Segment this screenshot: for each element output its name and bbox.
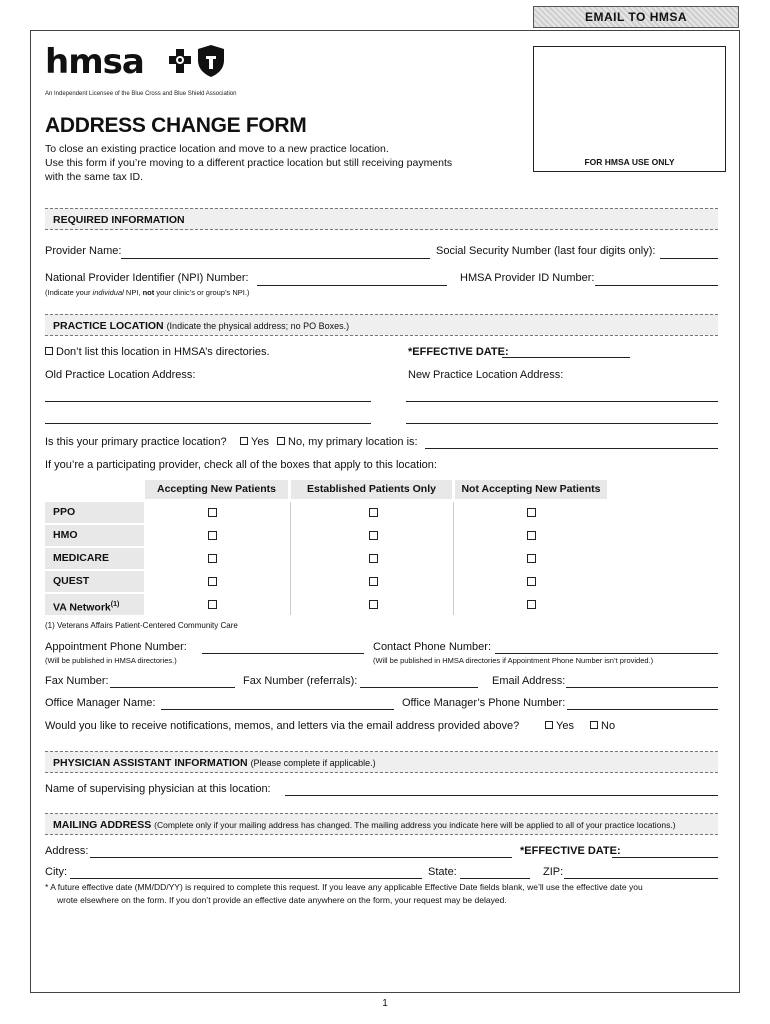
row-label: HMO: [45, 525, 144, 546]
row-label: MEDICARE: [45, 548, 144, 569]
supervising-physician-field[interactable]: [285, 795, 718, 796]
quest-established-checkbox[interactable]: [369, 577, 378, 586]
ppo-accepting-checkbox[interactable]: [208, 508, 217, 517]
office-manager-phone-label: Office Manager’s Phone Number:: [402, 697, 566, 709]
intro-line-2: Use this form if you’re moving to a different practice location but still receiving payments: [45, 157, 453, 169]
dont-list-option[interactable]: Don’t list this location in HMSA’s directories.: [45, 346, 270, 358]
fax-referrals-label: Fax Number (referrals):: [243, 675, 358, 687]
primary-yes-option[interactable]: Yes: [240, 436, 269, 448]
blue-cross-logo-icon: [168, 48, 192, 74]
contact-phone-note: (Will be published in HMSA directories if Appointment Phone Number isn’t provided.): [373, 656, 654, 665]
supervising-physician-label: Name of supervising physician at this location:: [45, 783, 271, 795]
email-label: Email Address:: [492, 675, 566, 687]
table-header-established: Established Patients Only: [291, 480, 452, 499]
appointment-phone-note: (Will be published in HMSA directories.): [45, 656, 177, 665]
npi-note: (Indicate your individual NPI, not your clinic’s or group’s NPI.): [45, 288, 250, 297]
ssn-label: Social Security Number (last four digits only):: [436, 245, 656, 257]
mailing-effective-date-field[interactable]: [612, 857, 718, 858]
provider-name-field[interactable]: [121, 258, 430, 259]
row-label: PPO: [45, 502, 144, 523]
hmsa-use-only-label: FOR HMSA USE ONLY: [584, 157, 675, 167]
table-header-not-accepting: Not Accepting New Patients: [455, 480, 607, 499]
new-address-label: New Practice Location Address:: [408, 369, 564, 381]
table-footnote: (1) Veterans Affairs Patient-Centered Community Care: [45, 621, 238, 630]
email-field[interactable]: [566, 687, 718, 688]
row-label: VA Network$^{(1)}$: [45, 594, 144, 615]
effective-date-label: *EFFECTIVE DATE:: [408, 346, 509, 358]
quest-accepting-checkbox[interactable]: [208, 577, 217, 586]
section-title: PHYSICIAN ASSISTANT INFORMATION (Please complete if applicable.): [53, 757, 376, 769]
medicare-established-checkbox[interactable]: [369, 554, 378, 563]
primary-location-field[interactable]: [425, 448, 718, 449]
office-manager-phone-field[interactable]: [567, 709, 718, 710]
zip-label: ZIP:: [543, 866, 564, 878]
provider-name-label: Provider Name:: [45, 245, 122, 257]
notify-yes-checkbox[interactable]: [545, 721, 553, 729]
email-to-hmsa-button[interactable]: EMAIL TO HMSA: [533, 6, 739, 28]
table-row-ppo: [45, 502, 607, 523]
new-address-field-1[interactable]: [406, 401, 718, 402]
quest-not-accepting-checkbox[interactable]: [527, 577, 536, 586]
hmsa-use-only-box: [533, 46, 726, 172]
hmo-accepting-checkbox[interactable]: [208, 531, 217, 540]
ppo-established-checkbox[interactable]: [369, 508, 378, 517]
ppo-not-accepting-checkbox[interactable]: [527, 508, 536, 517]
old-address-field-2[interactable]: [45, 423, 371, 424]
city-field[interactable]: [70, 878, 422, 879]
row-label: QUEST: [45, 571, 144, 592]
section-title: PRACTICE LOCATION (Indicate the physical address; no PO Boxes.): [53, 320, 350, 332]
old-address-field-1[interactable]: [45, 401, 371, 402]
primary-location-question: Is this your primary practice location?: [45, 436, 227, 448]
table-header-accepting: Accepting New Patients: [145, 480, 288, 499]
section-title: MAILING ADDRESS (Complete only if your mailing address has changed. The mailing address you indicate here will be applied to all of your practice locations.): [53, 819, 676, 831]
fax-label: Fax Number:: [45, 675, 109, 687]
table-row-quest: [45, 571, 607, 592]
table-row-medicare: [45, 548, 607, 569]
blue-shield-logo-icon: [196, 44, 226, 78]
va-not-accepting-checkbox[interactable]: [527, 600, 536, 609]
effective-date-field[interactable]: [502, 357, 630, 358]
hmsa-logo: hmsa: [45, 42, 144, 82]
contact-phone-field[interactable]: [495, 653, 718, 654]
dont-list-checkbox[interactable]: [45, 347, 53, 355]
ssn-field[interactable]: [660, 258, 718, 259]
notify-no-checkbox[interactable]: [590, 721, 598, 729]
notify-no-option[interactable]: No: [590, 720, 615, 732]
zip-field[interactable]: [564, 878, 718, 879]
section-mailing-address: [45, 813, 718, 835]
city-label: City:: [45, 866, 67, 878]
participating-instruction: If you’re a participating provider, check all of the boxes that apply to this location:: [45, 459, 437, 471]
mailing-effective-date-label: *EFFECTIVE DATE:: [520, 845, 621, 857]
hmsa-provider-id-label: HMSA Provider ID Number:: [460, 272, 595, 284]
table-row-va-network: [45, 594, 607, 615]
old-address-label: Old Practice Location Address:: [45, 369, 196, 381]
intro-line-3: with the same tax ID.: [45, 171, 144, 183]
state-label: State:: [428, 866, 457, 878]
primary-yes-checkbox[interactable]: [240, 437, 248, 445]
notify-yes-option[interactable]: Yes: [545, 720, 574, 732]
va-established-checkbox[interactable]: [369, 600, 378, 609]
section-title: REQUIRED INFORMATION: [53, 214, 185, 226]
contact-phone-label: Contact Phone Number:: [373, 641, 492, 653]
new-address-field-2[interactable]: [406, 423, 718, 424]
medicare-accepting-checkbox[interactable]: [208, 554, 217, 563]
office-manager-field[interactable]: [161, 709, 394, 710]
appointment-phone-label: Appointment Phone Number:: [45, 641, 187, 653]
page-title: ADDRESS CHANGE FORM: [45, 114, 307, 137]
fax-referrals-field[interactable]: [360, 687, 478, 688]
primary-no-checkbox[interactable]: [277, 437, 285, 445]
fax-field[interactable]: [110, 687, 235, 688]
table-row-hmo: [45, 525, 607, 546]
va-accepting-checkbox[interactable]: [208, 600, 217, 609]
mailing-address-field[interactable]: [90, 857, 512, 858]
appointment-phone-field[interactable]: [202, 653, 364, 654]
medicare-not-accepting-checkbox[interactable]: [527, 554, 536, 563]
licensee-text: An Independent Licensee of the Blue Cross and Blue Shield Association: [45, 91, 237, 97]
section-practice-location: [45, 314, 718, 336]
hmo-established-checkbox[interactable]: [369, 531, 378, 540]
effective-date-footnote-1: * A future effective date (MM/DD/YY) is required to complete this request. If you leave any applicable Effective Date fields blank, we’ll use the effective date you: [45, 882, 643, 892]
hmsa-provider-id-field[interactable]: [595, 285, 718, 286]
npi-field[interactable]: [257, 285, 447, 286]
office-manager-label: Office Manager Name:: [45, 697, 156, 709]
mailing-address-label: Address:: [45, 845, 89, 857]
page-number: 1: [382, 998, 388, 1009]
section-physician-assistant: [45, 751, 718, 773]
intro-line-1: To close an existing practice location and move to a new practice location.: [45, 143, 389, 155]
state-field[interactable]: [460, 878, 530, 879]
primary-no-option[interactable]: No, my primary location is:: [277, 436, 418, 448]
section-required-information: [45, 208, 718, 230]
hmo-not-accepting-checkbox[interactable]: [527, 531, 536, 540]
effective-date-footnote-2: wrote elsewhere on the form. If you don’t provide an effective date anywhere on the form, your request may be delayed.: [57, 895, 507, 905]
npi-label: National Provider Identifier (NPI) Number:: [45, 272, 249, 284]
email-notification-question: Would you like to receive notifications, memos, and letters via the email address provided above?: [45, 720, 520, 732]
